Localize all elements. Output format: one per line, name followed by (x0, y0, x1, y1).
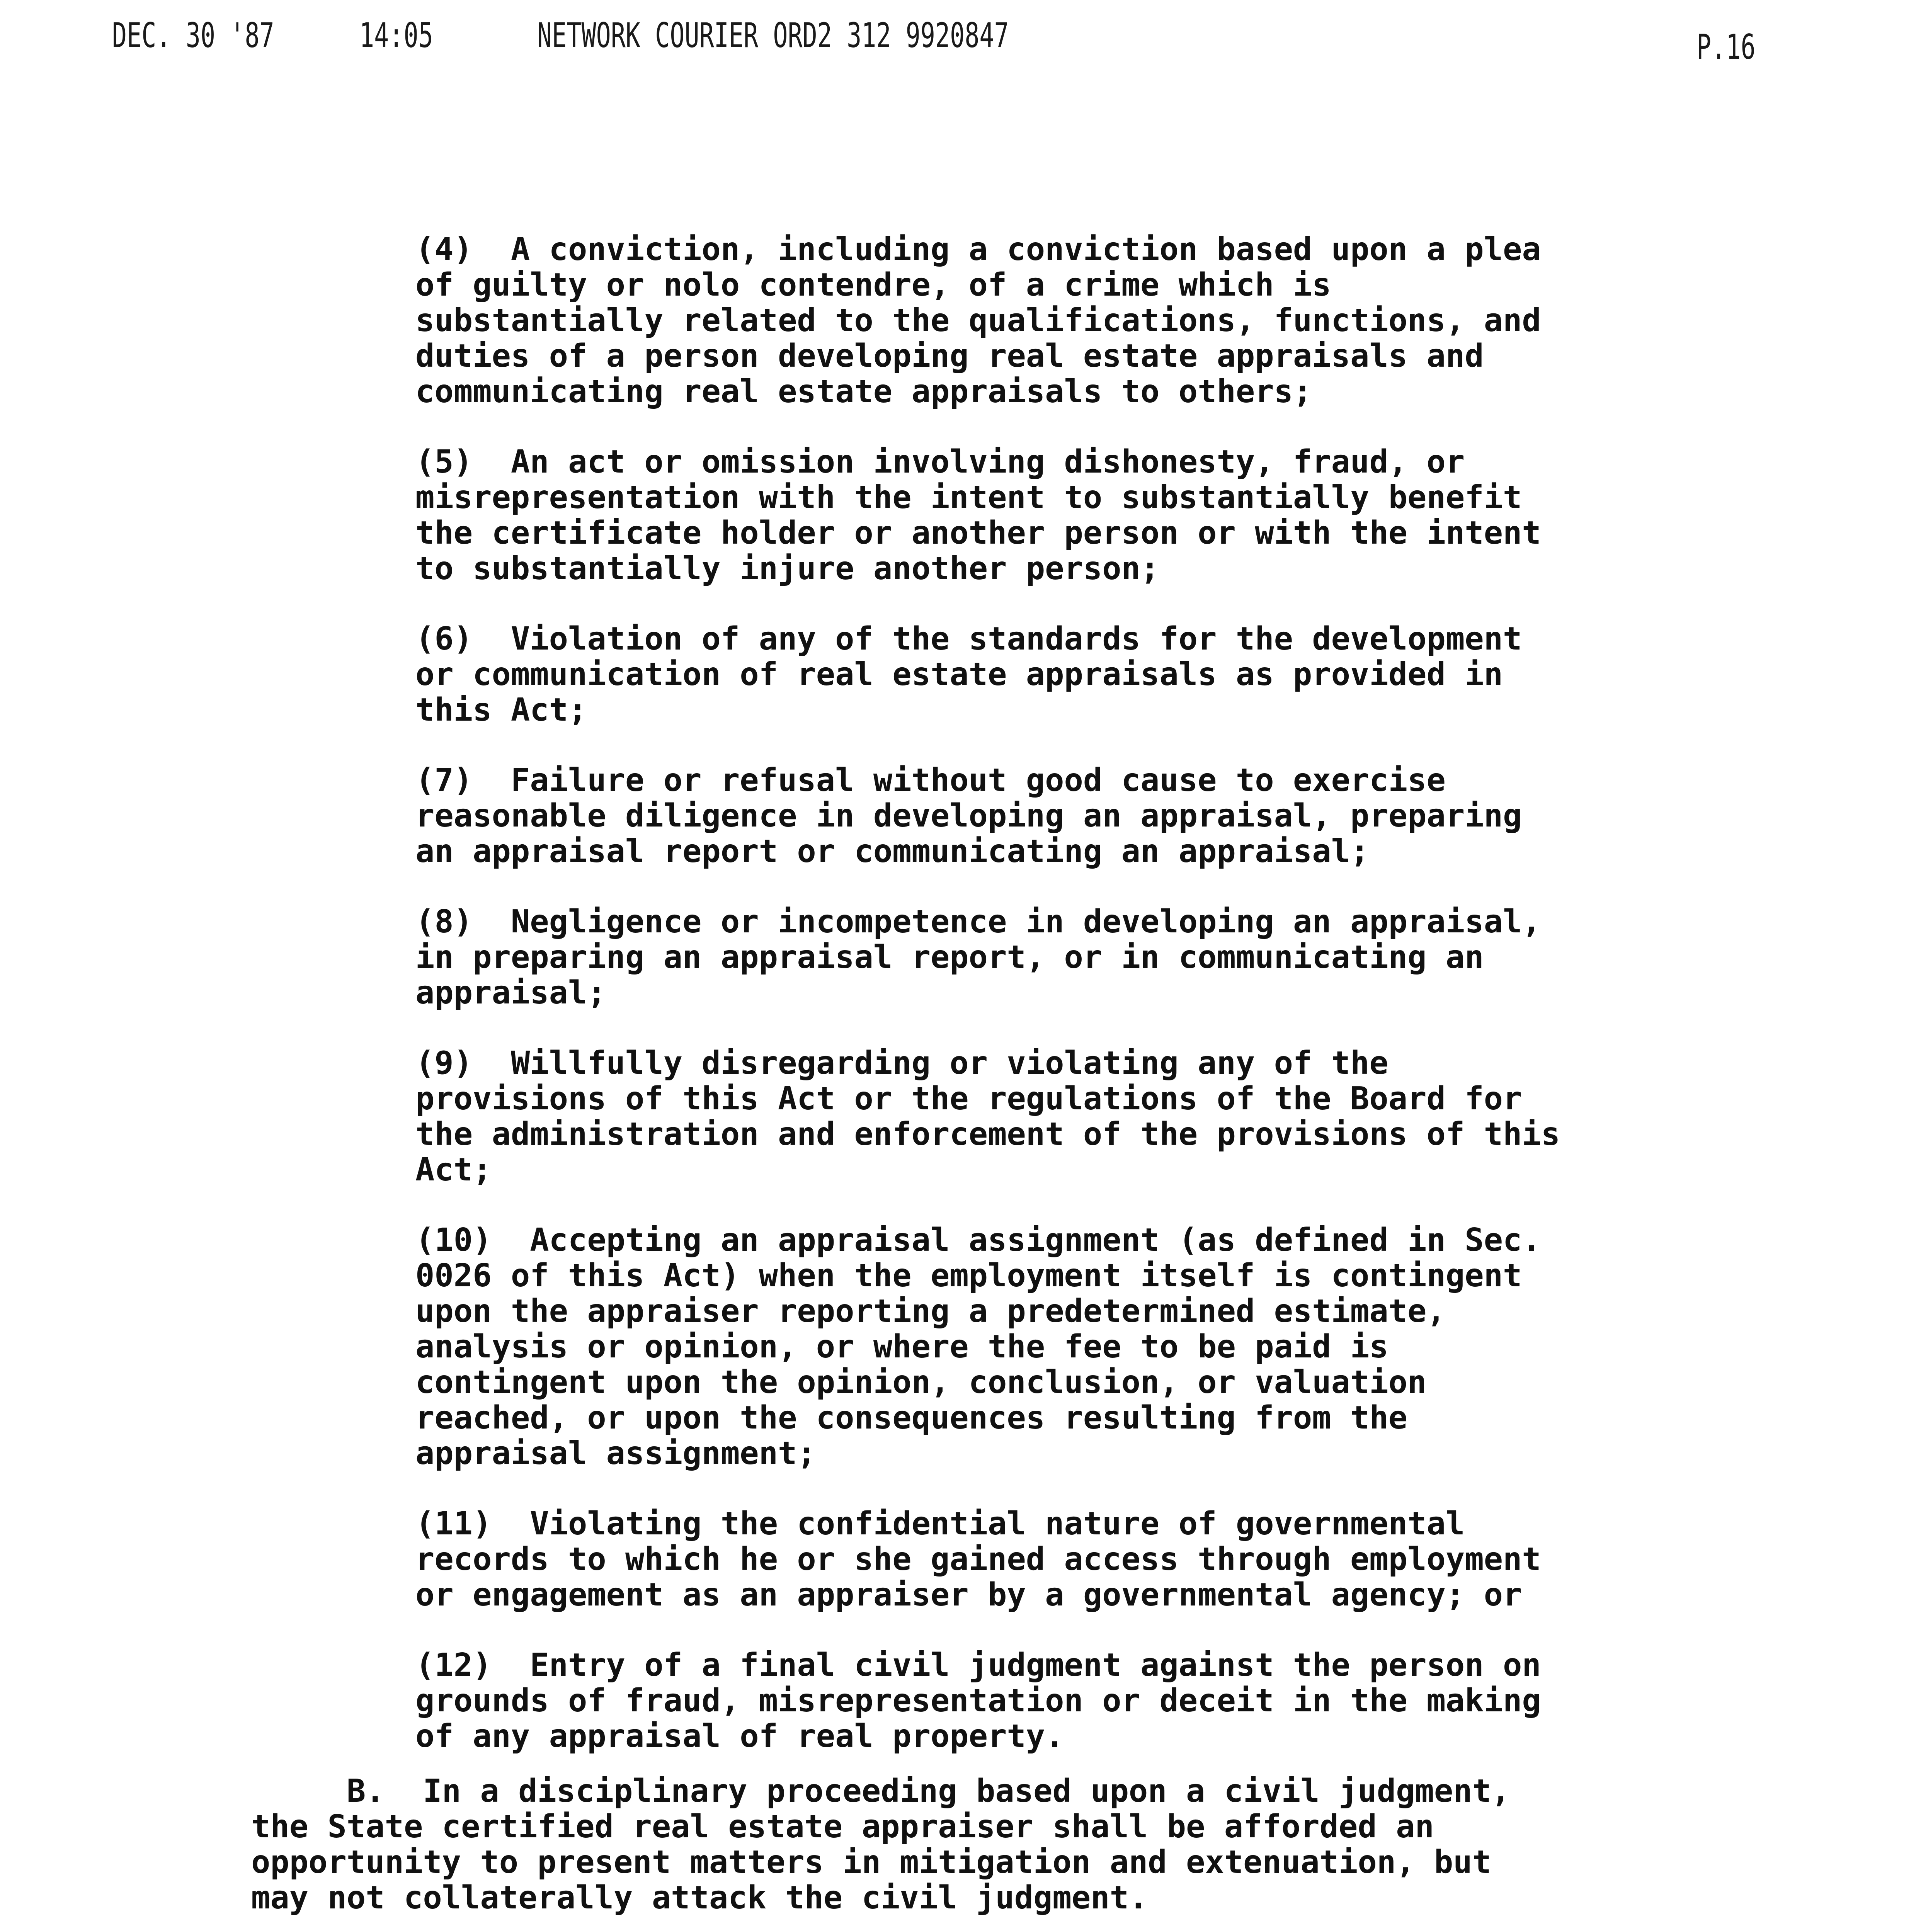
text-line: reached, or upon the consequences resulting from the (415, 1400, 1408, 1436)
text-line: (4) A conviction, including a conviction based upon a plea (415, 231, 1541, 268)
text-line: reasonable diligence in developing an appraisal, preparing (415, 798, 1522, 834)
item-10 (415, 1223, 1791, 1471)
text-line: (5) An act or omission involving dishonesty, fraud, or (415, 444, 1465, 480)
text-line: 0026 of this Act) when the employment itself is contingent (415, 1257, 1522, 1294)
text-line: (12) Entry of a final civil judgment against the person on (415, 1647, 1541, 1684)
text-line: B. In a disciplinary proceeding based upon a civil judgment, (251, 1773, 1511, 1810)
text-line: misrepresentation with the intent to substantially benefit (415, 479, 1522, 516)
item-9 (415, 1046, 1791, 1188)
text-line: of guilty or nolo contendre, of a crime which is (415, 267, 1331, 303)
text-line: contingent upon the opinion, conclusion, or valuation (415, 1364, 1427, 1401)
text-line: or engagement as an appraiser by a governmental agency; or (415, 1577, 1522, 1613)
text-line: appraisal assignment; (415, 1435, 816, 1472)
text-line: (7) Failure or refusal without good cause to exercise (415, 762, 1446, 799)
text-line: upon the appraiser reporting a predetermined estimate, (415, 1293, 1446, 1330)
item-5 (415, 444, 1791, 587)
text-line: opportunity to present matters in mitigation and extenuation, but (251, 1844, 1491, 1881)
text-line: the certificate holder or another person or with the intent (415, 515, 1541, 551)
text-line: duties of a person developing real estate appraisals and (415, 338, 1484, 374)
text-line: provisions of this Act or the regulations of the Board for (415, 1080, 1522, 1117)
text-line: (9) Willfully disregarding or violating any of the (415, 1045, 1389, 1082)
text-line: the State certified real estate appraiser shall be afforded an (251, 1808, 1434, 1845)
text-line: communicating real estate appraisals to others; (415, 373, 1312, 410)
fax-date: DEC. 30 '87 (112, 15, 274, 55)
enumerated-items (415, 232, 1791, 1754)
text-line: the administration and enforcement of the provisions of this (415, 1116, 1560, 1153)
text-line: in preparing an appraisal report, or in communicating an (415, 939, 1484, 976)
text-line: (10) Accepting an appraisal assignment (as defined in Sec. (415, 1222, 1541, 1259)
text-line: records to which he or she gained access through employment (415, 1541, 1541, 1578)
item-4 (415, 232, 1791, 410)
item-8 (415, 904, 1791, 1011)
fax-sender: NETWORK COURIER ORD2 312 9920847 (537, 15, 1009, 55)
paragraph-b (251, 1774, 1793, 1916)
text-line: (11) Violating the confidential nature of governmental (415, 1505, 1465, 1542)
text-line: this Act; (415, 692, 587, 728)
text-line: substantially related to the qualifications, functions, and (415, 302, 1541, 339)
text-line: or communication of real estate appraisals as provided in (415, 656, 1503, 693)
fax-header (0, 15, 1916, 70)
item-11 (415, 1506, 1791, 1613)
fax-page-number: P.16 (1696, 27, 1756, 67)
text-line: an appraisal report or communicating an appraisal; (415, 833, 1370, 870)
text-line: appraisal; (415, 975, 606, 1011)
item-7 (415, 763, 1791, 869)
fax-time: 14:05 (359, 15, 433, 55)
text-line: analysis or opinion, or where the fee to be paid is (415, 1328, 1389, 1365)
text-line: Act; (415, 1151, 492, 1188)
text-line: (6) Violation of any of the standards for the development (415, 621, 1522, 657)
text-line: may not collaterally attack the civil judgment. (251, 1879, 1148, 1916)
item-12 (415, 1648, 1791, 1754)
text-line: of any appraisal of real property. (415, 1718, 1064, 1755)
text-line: to substantially injure another person; (415, 550, 1160, 587)
text-line: grounds of fraud, misrepresentation or deceit in the making (415, 1682, 1541, 1719)
text-line: (8) Negligence or incompetence in developing an appraisal, (415, 903, 1541, 940)
item-6 (415, 621, 1791, 728)
